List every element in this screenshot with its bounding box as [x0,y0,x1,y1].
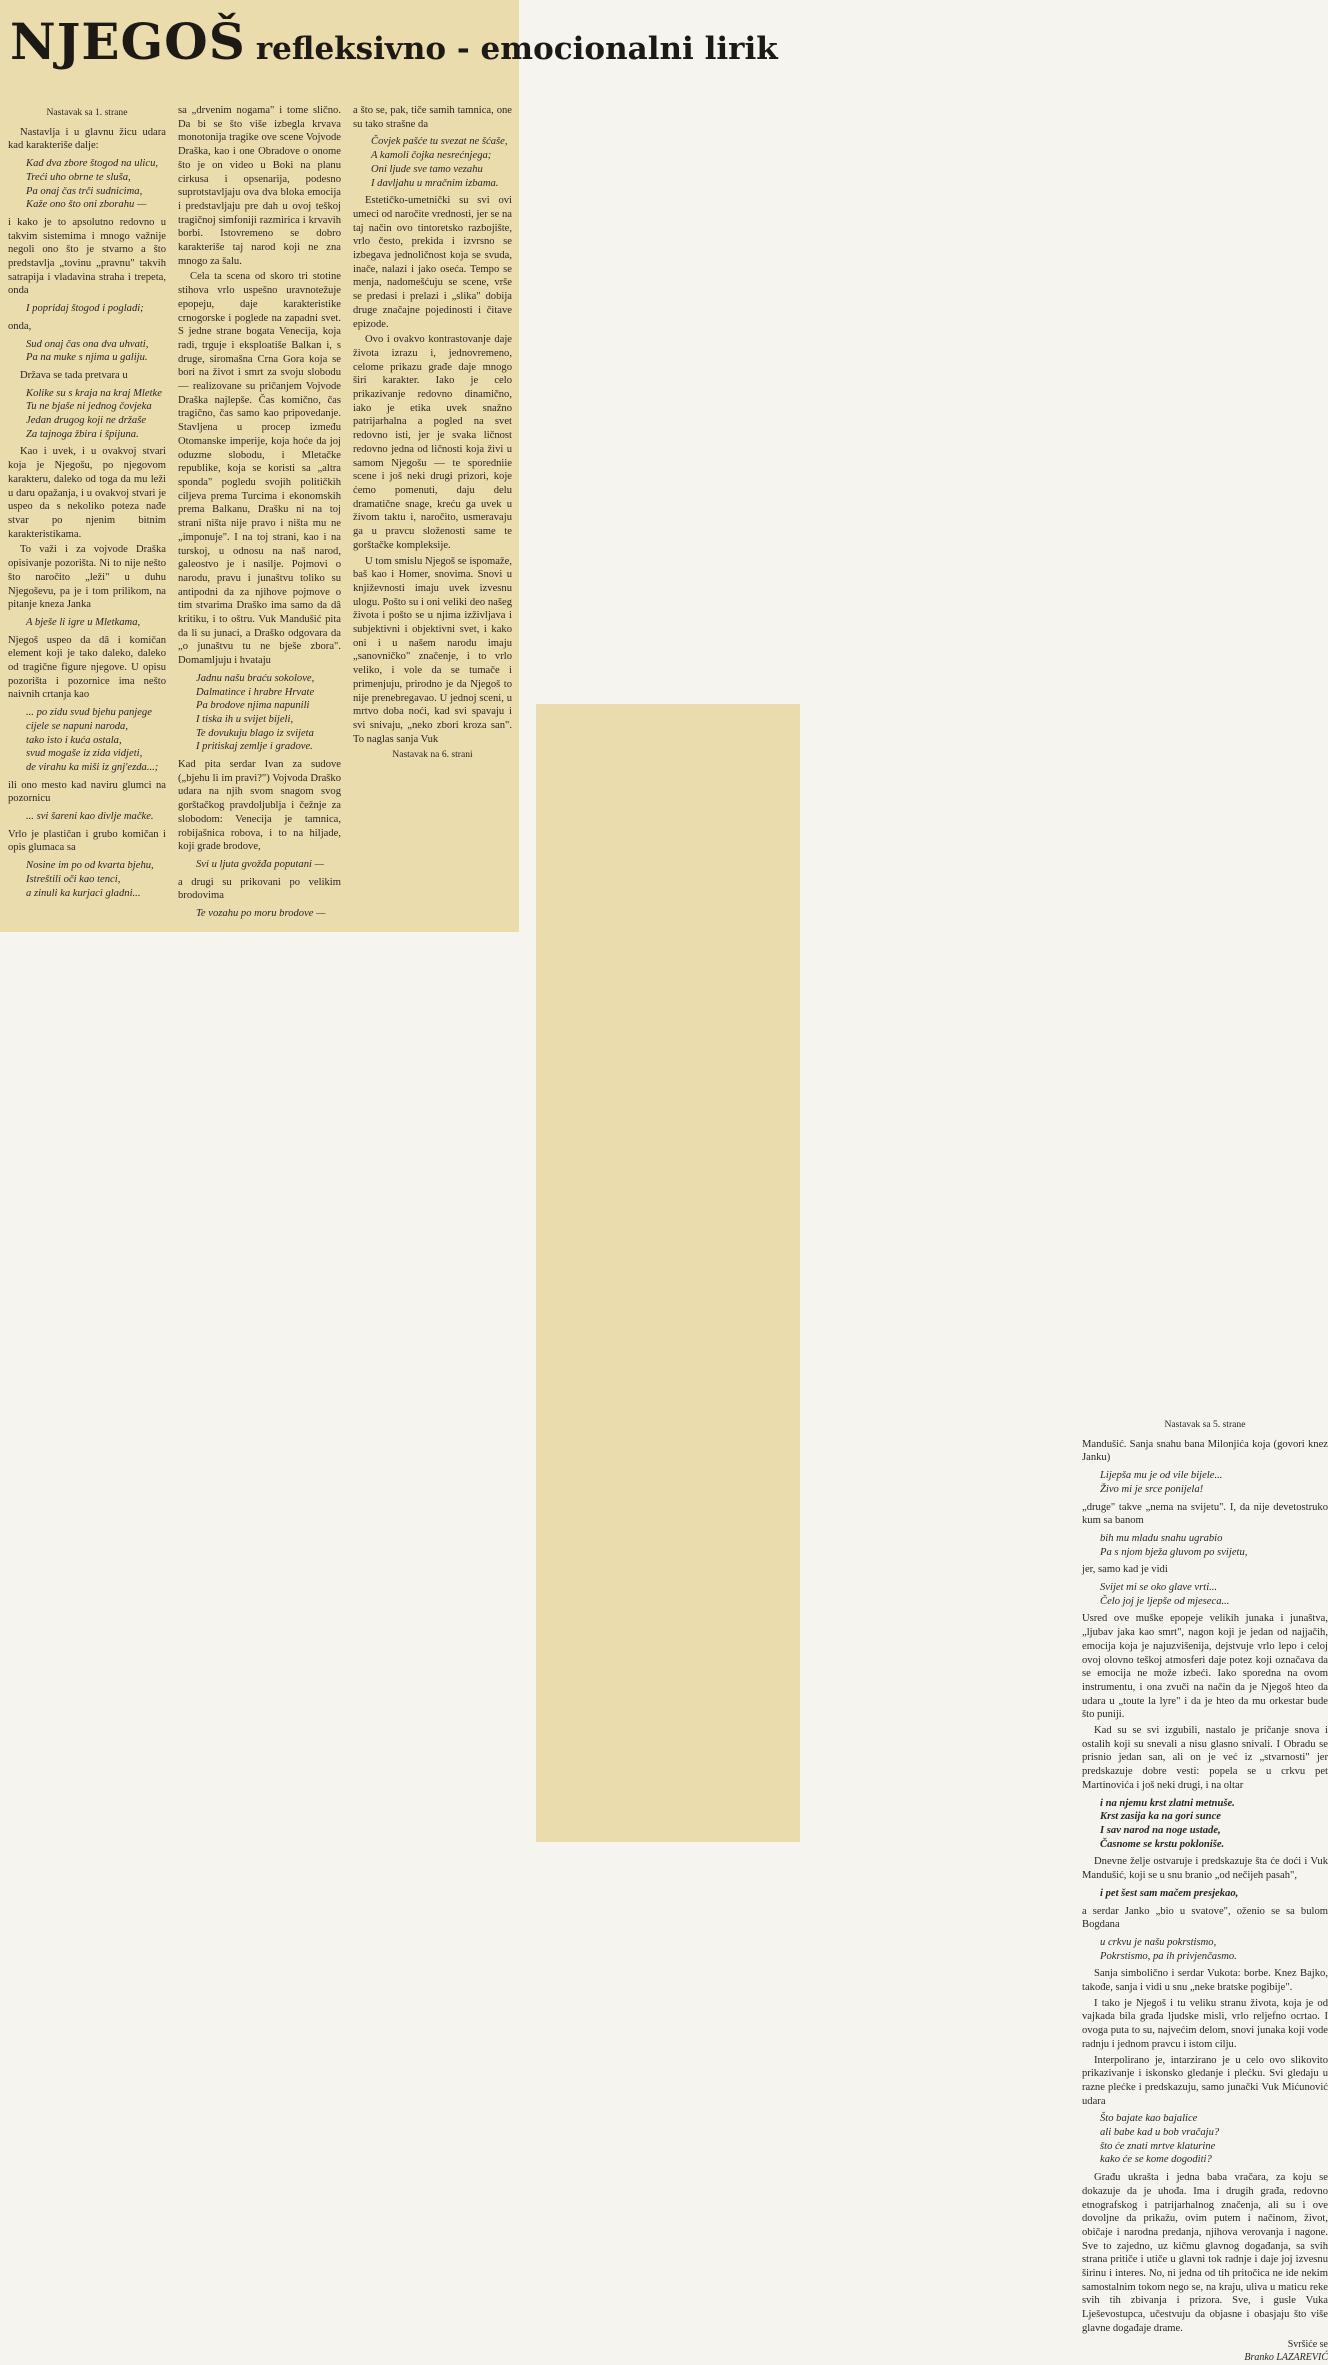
verse-line: ... svi šareni kao divlje mačke. [26,811,154,823]
column-2 [178,104,341,925]
closing-note: Svršiće se [1287,2338,1328,2350]
verse-line: I pritiskaj zemlje i gradove. [196,741,313,753]
verse-line: Lijepša mu je od vile bijele... [1100,1470,1223,1482]
continued-from-label: Nastavak sa 1. strane [46,107,128,118]
verse-block [26,810,166,824]
paragraph: I tako je Njegoš i tu veliku stranu života, koja je od vajkada bila građa ljudske misli, vrlo reljefno ocrtao. I ovoga puta to su, najvećim delom, snovi junaka koji vode radnju i jednom pravcu i istom cilju. [1082,1997,1328,2050]
verse-block [26,387,166,442]
verse-line: a zinuli ka kurjaci gladni... [26,887,141,899]
article-headline [10,12,778,76]
verse-block [1100,1887,1328,1901]
paragraph: Kad pita serdar Ivan za sudove („bjehu li im pravi?") Vojvoda Draško udara na njih svom snagom svog gorštačkog pravdoljublja i čežnje za slobodom: Venecija je tamnica, robijašnica robova, i to na hiljade, koji grade brodove, [178,759,341,853]
verse-line: Čovjek pašće tu svezat ne šćaše, [371,136,508,148]
paragraph: To važi i za vojvode Draška opisivanje pozorišta. Ni to nije nešto što naročito „leži" u duhu Njegoševu, pa je i tom prilikom, na pitanje kneza Janka [8,544,166,611]
verse-block [1100,1797,1328,1852]
paragraph: Kad su se svi izgubili, nastalo je pričanje snova i ostalih koji su snevali a nisu glasno snivali. I Obradu se prisnio jedan san, ali on je već iz „stvarnosti" jer predskazuje dobre vesti: popela se u crkvu pet Martinovića i još neki drugi, i na oltar [1082,1725,1328,1791]
verse-line: Jedan drugog koji ne držaše [26,415,147,427]
author-name: Branko LAZAREVIĆ [1244,2352,1328,2364]
paragraph: Dnevne želje ostvaruje i predskazuje šta će doći i Vuk Mandušić, koji se u snu branio „od nečijeh pasah", [1082,1856,1328,1882]
verse-block [26,302,166,316]
paragraph: Estetičko-umetnički su svi ovi umeci od naročite vrednosti, jer se na taj način ovo tintoretsko razbojište, vrlo često, prekida i izvrsno se izbegava jednoličnost koja se svuda, inače, nalazi i jako oseća. Tempo se menja, nadomešćuju se scene, vrše se predasi i prelazi i „slika" dobija druge značajne pojedinosti i čitave epizode. [353,195,512,330]
verse-line: što će znati mrtve klaturine [1100,2140,1216,2152]
verse-line: Oni ljude sve tamo vezahu [371,163,483,175]
verse-line: Krst zasija ka na gori sunce [1100,1811,1221,1823]
verse-block [26,706,166,775]
verse-line: Pa onaj čas trči sudnicima, [26,185,143,197]
verse-block [196,672,341,754]
verse-line: kako će se kome dogoditi? [1100,2154,1212,2166]
verse-line: Svijet mi se oko glave vrti... [1100,1582,1218,1594]
verse-block [26,157,166,212]
verse-block [196,858,341,872]
verse-line: Časnome se krstu pokloniše. [1100,1838,1225,1850]
paragraph: Usred ove muške epopeje velikih junaka i junaštva, „ljubav jaka kao smrt", nagon koji je jedan od najjačih, emocija koja je najuzvišenija, dejstvuje vrlo lepo i celoj ovoj olovno teškoj atmosferi daje potez koji označava da se emocija ne može izbeći. Iako sporedna na ovom instrumentu, i ona zvuči na način da je Njegoš hteo da udara u „toute la lyre" i da je hteo da mu orkestar bude što puniji. [1082,1613,1328,1721]
column-1 [8,104,166,904]
verse-line: i pet šest sam mačem presjekao, [1100,1887,1239,1899]
verse-block [371,135,512,190]
paragraph: Država se tada pretvara u [20,369,128,381]
verse-line: Čelo joj je ljepše od mjeseca... [1100,1595,1230,1607]
verse-line: Te dovukuju blago iz svijeta [196,727,314,739]
paragraph: Mandušić. Sanja snahu bana Milonjića koja (govori knez Janku) [1082,1438,1328,1464]
verse-line: tako isto i kuća ostala, [26,734,122,746]
verse-line: Pokrstismo, pa ih privjenčasmo. [1100,1950,1237,1962]
verse-line: Što bajate kao bajalice [1100,2113,1198,2125]
headline-subtitle: refleksivno - emocionalni lirik [255,31,778,67]
verse-line: ali babe kad u bob vračaju? [1100,2127,1220,2139]
paragraph: Nastavlja i u glavnu žicu udara kad karakteriše dalje: [8,126,166,152]
author-signature [1082,2351,1328,2365]
column-continuation [1082,1416,1328,2365]
paragraph: a serdar Janko „bio u svatove", oženio se sa bulom Bogdana [1082,1905,1328,1931]
paragraph: Sanja simbolično i serdar Vukota: borbe. Knez Bajko, takođe, sanja i vidi u snu „neke bratske pogibije". [1082,1968,1328,1994]
verse-block [1100,1532,1328,1559]
verse-block [1100,1469,1328,1496]
verse-line: i na njemu krst zlatni metnuše. [1100,1797,1235,1809]
paragraph: „druge" takve „nema na svijetu". I, da nije devetostruko kum sa banom [1082,1501,1328,1527]
verse-block [1100,1581,1328,1608]
continued-on-label: Nastavak na 6. strani [392,749,473,761]
paragraph: onda, [8,320,32,332]
verse-line: bih mu mladu snahu ugrabio [1100,1532,1223,1544]
paragraph: a drugi su prikovani po velikim brodovima [178,876,341,902]
verse-line: Pa brodove njima napunili [196,700,310,712]
verse-line: Za tajnoga žbira i špijuna. [26,428,139,440]
verse-line: cijele se napuni naroda, [26,720,128,732]
paragraph: Ovo i ovakvo kontrastovanje daje života izrazu i, jednovremeno, celome prikazu građe daje mnogo širi karakter. Iako je celo prikazivanje redovno dinamično, iako je etika uvek snažno patrijarhalna a pogled na svet redovno isti, jer je svaka ličnost redovno jedna od ličnosti koja živi u samom Njegošu — te sporedniie scene i još neki drugi prizori, koje ćemo pomenuti, daju delu dramatične snage, kreću ga uvek u živom taktu i, naročito, usmeravaju ga u pravcu složenosti same te gorštačke kompleksije. [353,334,512,551]
article-clipping-continuation [536,704,1328,2364]
verse-line: Istreštili oči kao tenci, [26,873,121,885]
paragraph: U tom smislu Njegoš se ispomaže, baš kao i Homer, snovima. Snovi u književnosti imaju uvek izvesnu ulogu. Pošto su i oni veliki deo našeg života i pošto se u njima izživljava i subjektivni i objektivni svet, i kako oni i u našem narodu imaju „sanovničko" značenje, i to vrlo veliko, i vole da se tumače i primenjuju, prirodno je da Njegoš to nije prenebregavao. U jednoj sceni, u mrtvo doba noći, kad svi spavaju i svi snivaju, „neko zbori kroza san". To naglas sanja Vuk [353,555,512,745]
verse-line: Nosine im po od kvarta bjehu, [26,860,154,872]
verse-line: A bješe li igre u Mletkama, [26,616,141,628]
verse-line: Treći uho obrne te sluša, [26,171,131,183]
verse-line: I sav narod na noge ustade, [1100,1824,1221,1836]
paragraph: jer, samo kad je vidi [1082,1564,1168,1576]
verse-line: Svi u ljuta gvožđa poputani — [196,858,325,870]
verse-block [26,338,166,365]
headline-name: NJEGOŠ [10,12,246,71]
verse-line: Kolike su s kraja na kraj Mletke [26,387,162,399]
column-3 [353,104,512,768]
verse-line: I davljahu u mračnim izbama. [371,177,499,189]
verse-block [196,907,341,921]
verse-block [1100,2112,1328,2167]
verse-line: de virahu ka miši iz gnj'ezda...; [26,761,159,773]
verse-line: svud mogaše iz zida vidjeti, [26,748,143,760]
verse-block [26,616,166,630]
verse-line: Jadnu našu braću sokolove, [196,672,315,684]
verse-line: Pa s njom bježa gluvom po svijetu, [1100,1546,1248,1558]
verse-line: I popridaj štogod i pogladi; [26,303,144,315]
verse-line: Tu ne bjaše ni jednog čovjeka [26,401,152,413]
paragraph: Kao i uvek, i u ovakvoj stvari koja je Njegošu, po njegovom karakteru, daleko od toga da mu leži u daru opažanja, i u ovakvoj stvari je uspeo da s nekoliko poteza nađe stvar po njenim bitnim karakteristikama. [8,446,166,540]
paragraph: Vrlo je plastičan i grubo komičan i opis glumaca sa [8,828,166,854]
paragraph: ili ono mesto kad naviru glumci na pozornicu [8,779,166,805]
verse-line: A kamoli čojka nesrećnjega; [371,150,492,162]
paragraph: Njegoš uspeo da dâ i komičan element koji je tako daleko, daleko od tragične figure njegove. U opisu pozorišta i pozornice ima nešto naivnih crtanja kao [8,634,166,701]
verse-line: Sud onaj čas ona dva uhvati, [26,338,149,350]
verse-line: Kaže ono što oni zborahu — [26,199,147,211]
verse-line: Živo mi je srce ponijela! [1100,1483,1204,1495]
verse-line: u crkvu je našu pokrstismo, [1100,1936,1217,1948]
paragraph: i kako je to apsolutno redovno u takvim sistemima i mnogo važnije negoli ono što je stvarno a što predstavlja „tovinu „pravnu" takvih satrapija i vladavina straha i trepeta, onda [8,216,166,297]
article-clipping-main [0,0,778,932]
verse-line: I tiska ih u svijet bijeli, [196,713,294,725]
verse-line: Dalmatince i hrabre Hrvate [196,686,315,698]
paragraph: a što se, pak, tiče samih tamnica, one su tako strašne da [353,105,512,130]
paragraph: sa „drvenim nogama" i tome slično. Da bi se što više izbegla krvava monotonija tragike ove scene Vojvode Draška, kao i one Obradove o onome što je on video u Boki na planu cirkusa i opsenarija, podesno suprotstavljaju ova dva bloka emocija i predstavljaju pre dah u ovoj teškoj tragičnoj simfoniji razmirica i krvavih borbi. Istovremeno se dobro karakteriše taj narod koji ne zna mnogo za šalu. [178,105,341,267]
continued-from-label: Nastavak sa 5. strane [1164,1419,1246,1430]
verse-line: Te vozahu po moru brodove — [196,908,326,920]
verse-line: ... po zidu svud bjehu panjege [26,707,152,719]
verse-line: Pa na muke s njima u galiju. [26,352,148,364]
verse-block [26,859,166,900]
paragraph: Građu ukrašta i jedna baba vračara, za koju se dokazuje da je uhođa. Ima i drugih građa, redovno etnografskog i patrijarhalnog značenja, ali su i ove dovoljne da prikažu, ovim putem i načinom, život, običaje i narodna predanja, njihova verovanja i nagone. Sve to zajedno, uz kičmu glavnog događanja, sa svih strana pritiče i utiče u glavni tok radnje i daje joj izvesnu širinu i interes. No, ni jedna od tih pritočica ne ide nekim samostalnim tokom nego se, na kraju, uliva u maticu reke svih tih zbivanja i prizora. Sve, i gusle Vuka Lješevostupca, učestvuju da objasne i obasjaju što više glavne događaje drame. [1082,2172,1328,2334]
paragraph: Cela ta scena od skoro tri stotine stihova vrlo uspešno uravnotežuje epopeju, daje karakteristike crnogorske i poglede na zapadni svet. S jedne strane bogata Venecija, koja radi, trguje i eksploatiše Balkan i, s druge, siromašna Crna Gora koja se bori na život i smrt za svoju slobodu — realizovane su pričanjem Vojvode Draška najlepše. Čas komično, čas tragično, čas samo kao pripovedanje. Stavljena u procep između Otomanske imperije, koja hoće da joj oduzme slobodu, i Mletačke republike, koja se koristi sa „altra sponda" pogledu svojih političkih ciljeva prema Turcima i ekonomskih prema Balkanu, Drašku ni na toj strani ništa nije pravo i ništa mu ne „imponuje". I na toj strani, kao i na turskoj, u odnosu na naš narod, galeostvo je i nasilje. Pojmovi o narodu, pravu i junaštvu toliko su antipodni da za njihove pojmove o tim stvarima Draško ima samo da dâ kritiku, i to oštru. Vuk Mandušić pita da li su junaci, a Draško odgovara da „o junaštvu tu ne bješe zbora". Domamljuju i hvataju [178,271,341,667]
verse-block [1100,1936,1328,1963]
verse-line: Kad dva zbore štogod na ulicu, [26,158,159,170]
paragraph: Interpolirano je, intarzirano je u celo ovo slikovito prikazivanje i iskonsko gledanje i plećku. Svi gledaju u razne plećke i predskazuju, samo junački Vuk Mićunović udara [1082,2054,1328,2107]
